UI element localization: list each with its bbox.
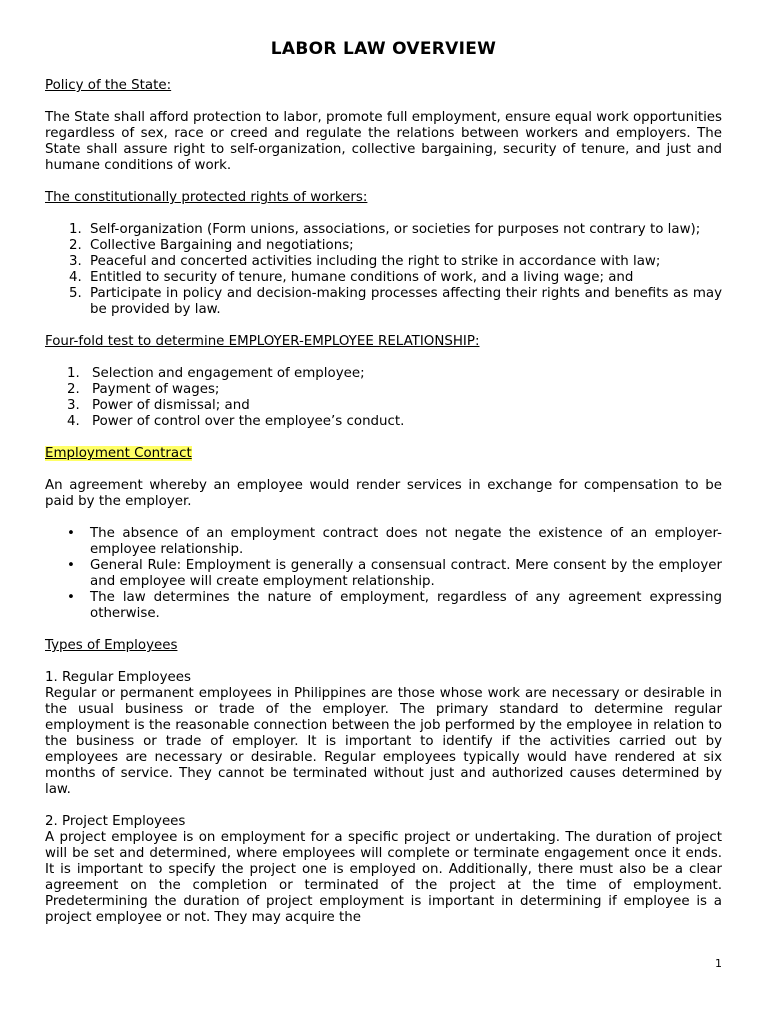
list-item [45,526,722,558]
list-number: 3. [67,398,80,413]
list-item [45,366,722,382]
list-item [45,558,722,590]
bullet-icon: • [67,526,75,541]
list-text: Selection and engagement of employee; [92,366,365,381]
list-text: Payment of wages; [92,382,220,397]
policy-heading: Policy of the State: [45,78,172,93]
list-item [45,238,722,254]
rights-heading: The constitutionally protected rights of workers: [45,190,368,205]
regular-text: Regular or permanent employees in Philippines are those whose work are necessary or desirable in the usual business or trade of the employer. The primary standard to determine regular employment is the reasonable connection between the job performed by the employee in relation to the business or trade of employer. It is important to identify if the activities carried out by employees are necessary or desirable. Regular employees typically would have rendered at six months of service. They cannot be terminated without just and authorized causes determined by law. [45,686,722,797]
list-number: 3. [69,254,82,269]
list-text: Power of dismissal; and [92,398,250,413]
list-number: 1. [69,222,82,237]
list-item [45,286,722,318]
list-text: Collective Bargaining and negotiations; [90,238,354,253]
document-page [45,38,722,926]
bullet-icon: • [67,590,75,605]
list-number: 2. [69,238,82,253]
fourfold-heading: Four-fold test to determine EMPLOYER-EMPLOYEE RELATIONSHIP: [45,334,480,349]
list-text: The absence of an employment contract does not negate the existence of an employer-employee relationship. [90,526,722,557]
list-item [45,414,722,430]
contract-bullets [45,526,722,622]
project-title: 2. Project Employees [45,814,186,829]
list-text: Peaceful and concerted activities including the right to strike in accordance with law; [90,254,661,269]
regular-title: 1. Regular Employees [45,670,191,685]
types-heading: Types of Employees [45,638,178,653]
list-number: 5. [69,286,82,301]
contract-heading: Employment Contract [45,446,192,461]
list-text: Power of control over the employee’s conduct. [92,414,405,429]
list-text: Participate in policy and decision-making processes affecting their rights and benefits as may be provided by law. [90,286,722,317]
page-number: 1 [715,957,722,970]
fourfold-list [45,366,722,430]
list-number: 2. [67,382,80,397]
list-item [45,270,722,286]
bullet-icon: • [67,558,75,573]
document-title: LABOR LAW OVERVIEW [270,39,497,59]
list-number: 1. [67,366,80,381]
list-item [45,254,722,270]
list-text: The law determines the nature of employment, regardless of any agreement expressing otherwise. [90,590,722,621]
list-text: General Rule: Employment is generally a consensual contract. Mere consent by the employer and employee will create employment relationship. [90,558,722,589]
contract-text: An agreement whereby an employee would render services in exchange for compensation to be paid by the employer. [45,478,722,509]
list-item [45,382,722,398]
rights-list [45,222,722,318]
list-item [45,398,722,414]
list-text: Entitled to security of tenure, humane conditions of work, and a living wage; and [90,270,634,285]
list-item [45,222,722,238]
project-text: A project employee is on employment for a specific project or undertaking. The duration of project will be set and determined, where employees will complete or terminate engagement once it ends. It is important to specify the project one is employed on. Additionally, there must also be a clear agreement on the completion or terminated of the project at the time of employment. Predetermining the duration of project employment is important in determining if employee is a project employee or not. They may acquire the [45,830,722,925]
list-text: Self-organization (Form unions, associations, or societies for purposes not contrary to law); [90,222,701,237]
list-item [45,590,722,622]
policy-text: The State shall afford protection to labor, promote full employment, ensure equal work opportunities regardless of sex, race or creed and regulate the relations between workers and employers. The State shall assure right to self-organization, collective bargaining, security of tenure, and just and humane conditions of work. [45,110,722,173]
list-number: 4. [67,414,80,429]
list-number: 4. [69,270,82,285]
contract-heading-line [45,446,722,462]
